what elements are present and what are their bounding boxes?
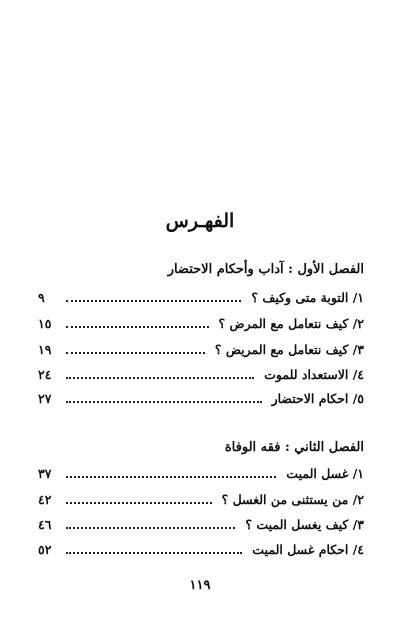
page-title: الفهـرس: [165, 210, 235, 232]
toc-entry-title: ٥/ احكام الاحتضار: [271, 390, 364, 406]
dot-leader: [66, 300, 241, 302]
dot-leader: [66, 326, 209, 328]
toc-entry: [38, 539, 364, 559]
toc-entry: [38, 463, 364, 483]
dot-leader: [66, 476, 276, 478]
toc-entry-title: ٢/ من يستثنى من الغسل ؟: [221, 491, 364, 507]
toc-entry: [38, 489, 364, 509]
toc-entry-title: ٣/ كيف نتعامل مع المريض ؟: [214, 341, 364, 357]
page-number: ١١٩: [189, 578, 211, 593]
toc-entry: [38, 514, 364, 534]
toc-entry-title: ٣/ كيف يغسل الميت ؟: [245, 516, 364, 532]
toc-entry-page: ١٥: [38, 315, 52, 331]
toc-entry: [38, 364, 364, 384]
section-heading-chapter-2: الفصل الثاني : فقه الوفاة: [224, 440, 364, 455]
toc-entry-page: ٥٢: [38, 541, 52, 557]
dot-leader: [66, 352, 205, 354]
toc-entry: [38, 287, 364, 307]
dot-leader: [66, 552, 242, 554]
toc-entry-page: ٣٧: [38, 465, 52, 481]
dot-leader: [66, 401, 262, 403]
toc-entry-page: ٢٤: [38, 366, 52, 382]
toc-entry-title: ٤/ الاستعداد للموت: [264, 366, 364, 382]
toc-entry-page: ١٩: [38, 341, 52, 357]
toc-entry-page: ٤٦: [38, 516, 52, 532]
toc-entry: [38, 339, 364, 359]
toc-entry-title: ٤/ احكام غسل الميت: [252, 541, 364, 557]
dot-leader: [66, 377, 254, 379]
toc-entry-title: ١/ غسل الميت: [286, 465, 364, 481]
toc-entry: [38, 388, 364, 408]
section-heading-chapter-1: الفصل الأول : آداب وأحكام الاحتضار: [167, 262, 364, 277]
toc-entry-page: ٢٧: [38, 390, 52, 406]
toc-entry-title: ١/ التوبة متى وكيف ؟: [251, 289, 364, 305]
toc-entry-title: ٢/ كيف نتعامل مع المرض ؟: [218, 315, 364, 331]
toc-entry-page: ٤٢: [38, 491, 52, 507]
dot-leader: [66, 527, 235, 529]
toc-entry: [38, 313, 364, 333]
toc-entry-page: ٩: [38, 289, 45, 305]
dot-leader: [66, 502, 212, 504]
